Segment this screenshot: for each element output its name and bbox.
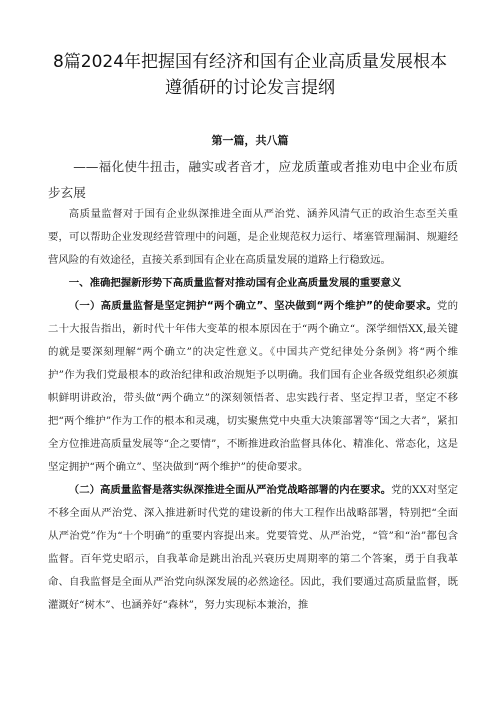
subsection-2-body: 党的XX对坚定不移全面从严治党、深入推进新时代党的建设新的伟大工程作出战略部署，特别把“全面从严治党”作为“十个明确”的重要内容提出来。党要管党、从严治党，“管”和“治”都包含监督。百年党史昭示，自我革命是跳出治乱兴衰历史周期率的第二个答案，勇于自我革命、自我监督是全面从严治党向纵深发展的必然途径。因此，我们要通过高质量监督，既灌溉好“树木”、也涵养好“森林”，努力实现标本兼治，推 [48, 484, 458, 611]
subsection-1-heading: （一）高质量监督是坚定拥护“两个确立”、坚决做到“两个维护”的使命要求。 [68, 300, 437, 312]
document-body [48, 203, 458, 617]
subsection-1-body: 党的二十大报告指出，新时代十年伟大变革的根本原因在于“两个确立“。深学细悟XX,最关键的就是要深刻理解“两个确立”的决定性意义。《中国共产党纪律处分条例》将“两个维护”作为我们党最根本的政治纪律和政治规矩予以明确。我们国有企业各级党组织必须旗帜鲜明讲政治，带头做“两个确立”的深刻领悟者、忠实践行者、坚定捍卫者，坚定不移把“两个维护”作为工作的根本和灵魂，切实聚焦党中央重大决策部署等“国之大者”，紧扣全方位推进高质量发展等“企之要情”，不断推进政治监督具体化、精准化、常态化，这是坚定拥护“两个确立”、坚决做到“两个维护”的使命要求。 [48, 300, 458, 473]
subsection-2-heading: （二）高质量监督是落实纵深推进全面从严治党战略部署的内在要求。 [68, 484, 392, 496]
document-title-line-2: 遵循研的讨论发言提纲 [165, 78, 335, 98]
subsection-2-paragraph [48, 479, 458, 617]
motto-line: ——福化使牛扭击，融实或者音才，应龙质董或者推劝电中企业布质步玄展 [48, 159, 458, 200]
subsection-1-paragraph [48, 295, 458, 479]
document-title-line-1: 8篇2024年把握国有经济和国有企业高质量发展根本 [52, 52, 448, 72]
section-1-heading: 一、准确把握新形势下高质量监督对推动国有企业高质量发展的重要意义 [68, 277, 402, 289]
part-heading: 第一篇，共八篇 [211, 134, 289, 147]
intro-paragraph: 高质量监督对于国有企业纵深推进全面从严治党、涵养风清气正的政治生态至关重要，可以帮助企业发现经营管理中的问题，是企业规范权力运行、堵塞管理漏洞、规避经营风险的有效途径，直接关系到国有企业在高质量发展的道路上行稳致远。 [48, 208, 458, 266]
